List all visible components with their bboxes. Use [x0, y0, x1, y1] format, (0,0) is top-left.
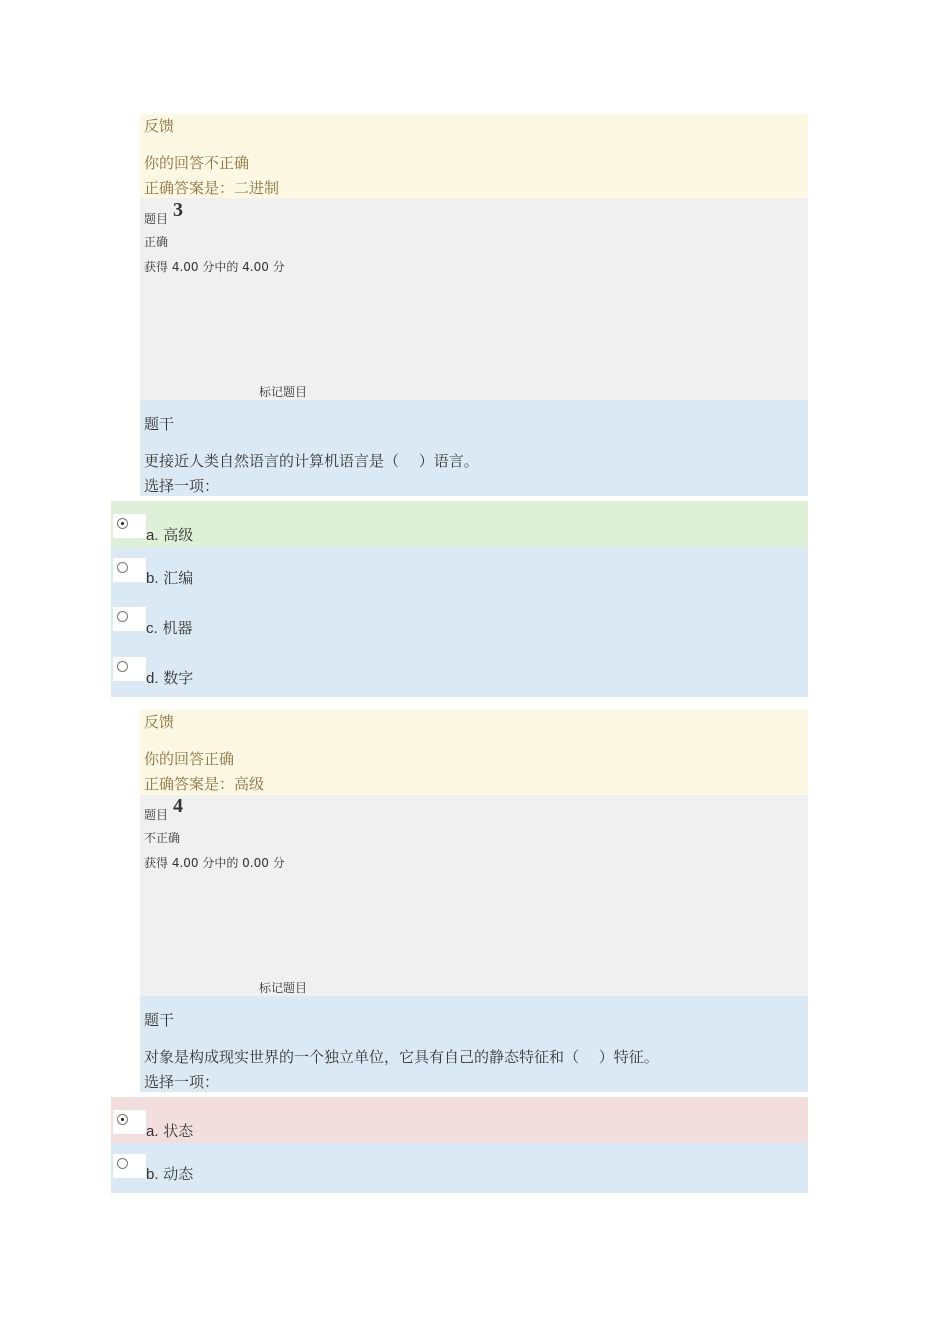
question-info-panel: [140, 795, 808, 996]
answer-option-a[interactable]: [111, 501, 808, 547]
question-status: 不正确: [144, 831, 181, 845]
question-content-panel: [140, 996, 808, 1092]
answer-options-rest: [111, 1143, 808, 1193]
feedback-result: 你的回答正确: [144, 750, 235, 768]
option-label-c[interactable]: c. 机器: [146, 619, 193, 637]
radio-option-a[interactable]: [113, 1110, 146, 1134]
question-content-panel: [140, 400, 808, 496]
feedback-heading: 反馈: [144, 117, 175, 135]
radio-checked-icon: [117, 1114, 128, 1125]
feedback-result: 你的回答不正确: [144, 154, 250, 172]
radio-checked-icon: [117, 518, 128, 529]
question-info-panel: [140, 198, 808, 400]
question-label: 题目: [144, 808, 169, 822]
answer-prompt: 选择一项：: [144, 477, 220, 495]
radio-icon: [117, 611, 128, 622]
question-status: 正确: [144, 235, 169, 249]
radio-icon: [117, 661, 128, 672]
flag-question-link[interactable]: 标记题目: [259, 385, 308, 399]
question-number: 3: [173, 199, 183, 221]
option-label-b[interactable]: b. 动态: [146, 1165, 194, 1183]
radio-option-b[interactable]: [113, 558, 146, 582]
radio-option-c[interactable]: [113, 607, 146, 631]
radio-option-d[interactable]: [113, 657, 146, 681]
feedback-answer: 正确答案是：二进制: [144, 179, 280, 197]
answer-option-a[interactable]: [111, 1097, 808, 1143]
answer-prompt: 选择一项：: [144, 1073, 220, 1091]
question-score: 获得 4.00 分中的 0.00 分: [144, 856, 285, 870]
stem-heading: 题干: [144, 415, 175, 433]
radio-option-b[interactable]: [113, 1154, 146, 1178]
feedback-answer: 正确答案是：高级: [144, 775, 265, 793]
question-number: 4: [173, 795, 183, 817]
option-label-a[interactable]: a. 高级: [146, 526, 194, 544]
question-text: 对象是构成现实世界的一个独立单位，它具有自己的静态特征和（ ）特征。: [144, 1048, 659, 1066]
question-text: 更接近人类自然语言的计算机语言是（ ）语言。: [144, 452, 479, 470]
answer-options-rest: [111, 547, 808, 697]
option-label-d[interactable]: d. 数字: [146, 669, 194, 687]
option-label-b[interactable]: b. 汇编: [146, 569, 194, 587]
feedback-heading: 反馈: [144, 713, 175, 731]
question-label: 题目: [144, 212, 169, 226]
stem-heading: 题干: [144, 1011, 175, 1029]
radio-option-a[interactable]: [113, 514, 146, 538]
option-label-a[interactable]: a. 状态: [146, 1122, 194, 1140]
flag-question-link[interactable]: 标记题目: [259, 981, 308, 995]
question-score: 获得 4.00 分中的 4.00 分: [144, 260, 285, 274]
radio-icon: [117, 562, 128, 573]
radio-icon: [117, 1158, 128, 1169]
